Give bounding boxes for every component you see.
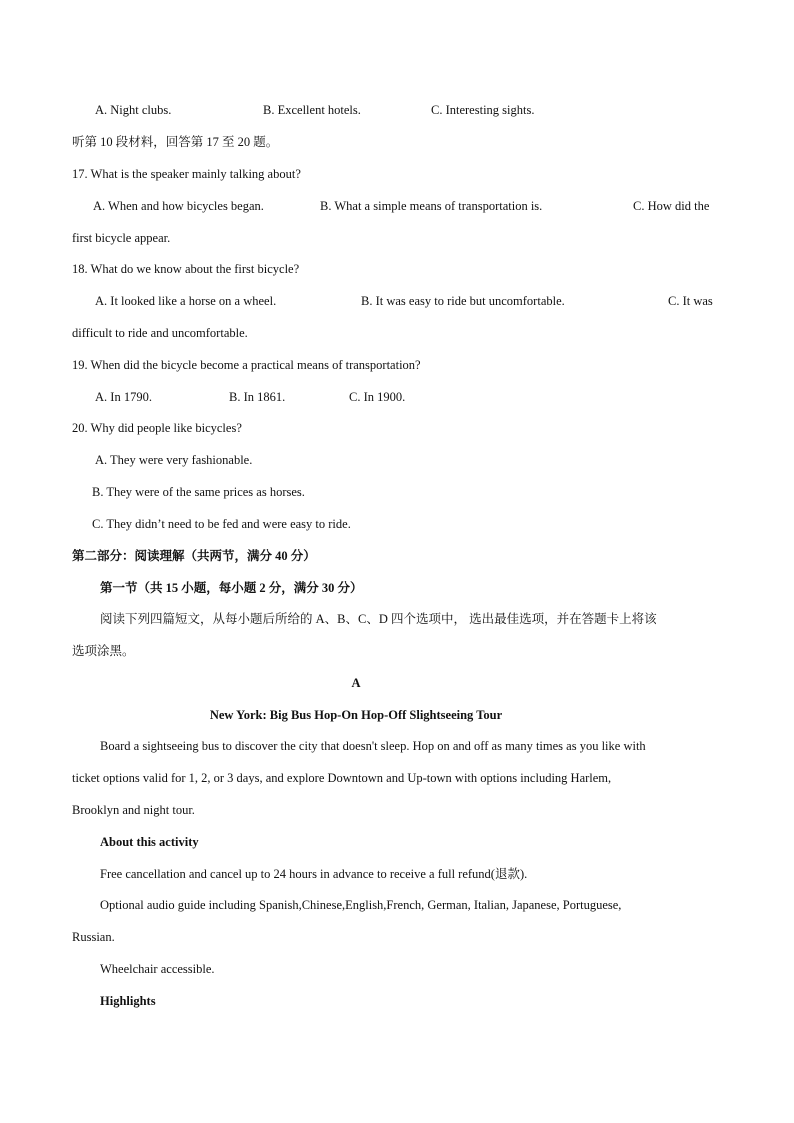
about-wheelchair: Wheelchair accessible.	[100, 962, 215, 976]
q18-question: 18. What do we know about the first bicycle?	[72, 262, 300, 276]
about-activity-heading: About this activity	[100, 835, 199, 849]
q18-option-c: C. It was	[668, 294, 713, 308]
highlights-heading: Highlights	[100, 994, 156, 1008]
passage-a-title: New York: Big Bus Hop-On Hop-Off Slightseeing Tour	[209, 708, 503, 722]
q17-option-c-continued: first bicycle appear.	[72, 231, 171, 245]
instructions-line-2: 选项涂黑。	[72, 644, 135, 658]
q16-option-c: C. Interesting sights.	[431, 103, 535, 117]
q19-question: 19. When did the bicycle become a practical means of transportation?	[72, 358, 421, 372]
passage-a-intro-line-2: ticket options valid for 1, 2, or 3 days, and explore Downtown and Up-town with options including Harlem,	[72, 771, 612, 785]
q17-option-c: C. How did the	[633, 199, 710, 213]
q18-option-b: B. It was easy to ride but uncomfortable.	[361, 294, 565, 308]
passage-a-intro-line-1: Board a sightseeing bus to discover the city that doesn't sleep. Hop on and off as many times as you like with	[100, 739, 646, 753]
about-audio-guide-continued: Russian.	[72, 930, 115, 944]
q16-option-b: B. Excellent hotels.	[263, 103, 361, 117]
q17-option-b: B. What a simple means of transportation is.	[320, 199, 543, 213]
q19-option-b: B. In 1861.	[229, 390, 286, 404]
q19-option-a: A. In 1790.	[95, 390, 152, 404]
q18-option-c-continued: difficult to ride and uncomfortable.	[72, 326, 248, 340]
about-audio-guide: Optional audio guide including Spanish,Chinese,English,French, German, Italian, Japanese, Portuguese,	[100, 898, 622, 912]
q17-question: 17. What is the speaker mainly talking about?	[72, 167, 301, 181]
q19-option-c: C. In 1900.	[349, 390, 406, 404]
passage-a-letter: A	[351, 676, 361, 690]
section10-intro: 听第 10 段材料，回答第 17 至 20 题。	[72, 135, 279, 149]
instructions-line-1: 阅读下列四篇短文，从每小题后所给的 A、B、C、D 四个选项中， 选出最佳选项，并在答题卡上将该	[100, 612, 657, 626]
q20-option-a: A. They were very fashionable.	[95, 453, 253, 467]
q20-option-b: B. They were of the same prices as horses.	[92, 485, 305, 499]
q20-question: 20. Why did people like bicycles?	[72, 421, 242, 435]
q18-option-a: A. It looked like a horse on a wheel.	[95, 294, 277, 308]
q20-option-c: C. They didn’t need to be fed and were easy to ride.	[92, 517, 351, 531]
part2-heading: 第二部分：阅读理解（共两节，满分 40 分）	[72, 549, 316, 563]
about-cancellation: Free cancellation and cancel up to 24 hours in advance to receive a full refund(退款).	[100, 867, 528, 881]
q16-option-a: A. Night clubs.	[95, 103, 172, 117]
section1-heading: 第一节（共 15 小题，每小题 2 分，满分 30 分）	[100, 581, 363, 595]
q17-option-a: A. When and how bicycles began.	[93, 199, 264, 213]
passage-a-intro-line-3: Brooklyn and night tour.	[72, 803, 195, 817]
